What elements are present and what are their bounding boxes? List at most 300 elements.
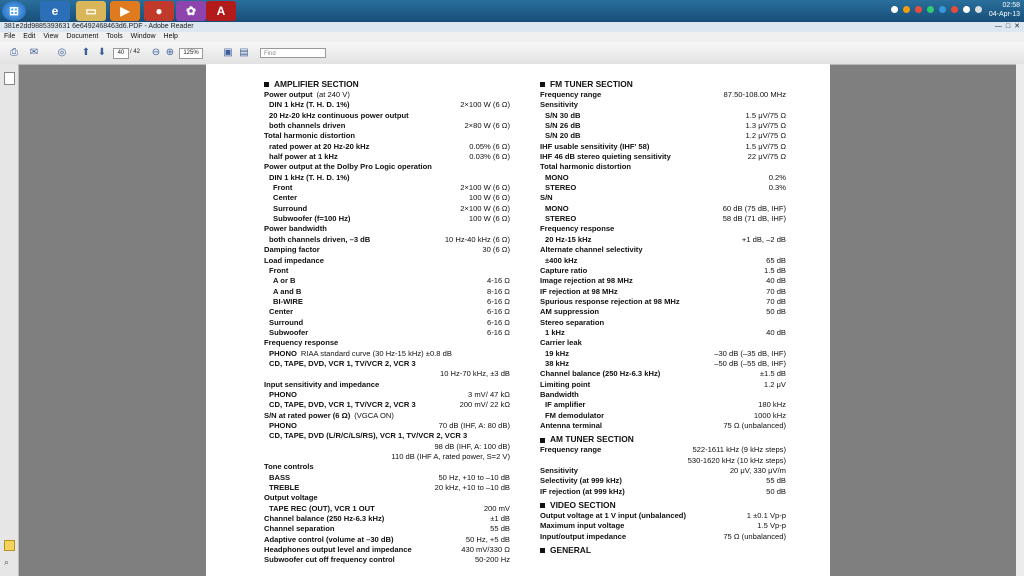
spec-label-text: Front xyxy=(273,183,293,193)
spec-label xyxy=(264,380,379,390)
menu-item-view[interactable]: View xyxy=(43,33,59,40)
spec-row xyxy=(540,359,786,369)
spec-value: 1.5 μV/75 Ω xyxy=(745,110,786,120)
spec-row xyxy=(264,390,510,400)
spec-label xyxy=(540,521,624,531)
app-taskbar-icon[interactable]: ● xyxy=(144,1,174,21)
spec-label xyxy=(540,193,553,203)
section-heading xyxy=(540,78,786,90)
spec-row xyxy=(264,483,510,493)
spec-value: 2×80 W (6 Ω) xyxy=(464,121,510,131)
spec-label-text: half power at 1 kHz xyxy=(269,152,338,162)
spec-label-text: Tone controls xyxy=(264,462,314,472)
spec-row xyxy=(264,452,510,462)
spec-label xyxy=(264,318,303,328)
pdf-page xyxy=(206,64,830,576)
next-page-icon[interactable]: ⬇ xyxy=(97,47,107,58)
spec-label xyxy=(540,162,631,172)
spec-row xyxy=(264,462,510,472)
spec-row xyxy=(264,535,510,545)
section-title: AM TUNER SECTION xyxy=(550,434,634,445)
spec-label-text: Headphones output level and impedance xyxy=(264,545,412,555)
spec-label-text: MONO xyxy=(545,203,569,213)
spec-label xyxy=(264,462,314,472)
spec-label-text: S/N xyxy=(540,193,553,203)
spec-label-text: Output voltage xyxy=(264,493,318,503)
print-icon[interactable]: ⎙ xyxy=(10,47,18,58)
spec-row xyxy=(264,555,510,565)
spec-row xyxy=(540,338,786,348)
section-bullet-icon xyxy=(264,82,269,87)
page-number-input[interactable]: 40 xyxy=(113,48,129,59)
window-titlebar xyxy=(0,22,1024,32)
spec-label-text: BI-WIRE xyxy=(273,296,303,306)
spec-label-text: Subwoofer (f=100 Hz) xyxy=(273,214,351,224)
spec-label-text: Selectivity (at 999 kHz) xyxy=(540,476,622,486)
spec-label xyxy=(264,493,318,503)
spec-value: 522-1611 kHz (9 kHz steps) xyxy=(692,445,786,455)
spec-row xyxy=(264,473,510,483)
spec-label-text: Spurious response rejection at 98 MHz xyxy=(540,296,680,306)
spec-row xyxy=(540,193,786,203)
zoom-level-select[interactable]: 125% xyxy=(179,48,203,59)
spec-row xyxy=(540,328,786,338)
spec-row xyxy=(540,224,786,234)
spec-label xyxy=(540,328,565,338)
collaborate-icon[interactable]: ◎ xyxy=(57,47,67,58)
spec-label xyxy=(540,318,604,328)
spec-label-text: IF amplifier xyxy=(545,400,586,410)
menu-item-help[interactable]: Help xyxy=(163,33,178,40)
spec-label xyxy=(264,183,292,193)
spec-label-text: TAPE REC (OUT), VCR 1 OUT xyxy=(269,503,375,513)
spec-label xyxy=(540,400,586,410)
spec-label xyxy=(264,121,345,131)
spec-note: (VGCA ON) xyxy=(354,410,394,420)
page-count: / 42 xyxy=(130,49,141,55)
spec-value: 430 mV/330 Ω xyxy=(461,545,510,555)
spec-row xyxy=(540,411,786,421)
clock-date: 04-Apr-13 xyxy=(988,11,1020,18)
spec-label xyxy=(540,224,614,234)
section-heading xyxy=(540,499,786,511)
toolbar xyxy=(0,42,1024,65)
spec-value: 6-16 Ω xyxy=(487,296,510,306)
section-heading xyxy=(540,544,786,556)
spec-label-text: PHONO xyxy=(269,421,297,430)
spec-label xyxy=(264,245,320,255)
spec-value: 50 Hz, +5 dB xyxy=(465,534,510,544)
spec-value: 100 W (6 Ω) xyxy=(468,193,510,203)
spec-label-text: S/N 20 dB xyxy=(545,131,581,141)
spec-label-text: BASS xyxy=(269,472,291,482)
find-input[interactable]: Find xyxy=(260,48,326,58)
close-button[interactable]: ✕ xyxy=(1014,23,1020,30)
spec-label-text: 38 kHz xyxy=(545,358,570,368)
zoom-in-icon[interactable]: ⊕ xyxy=(165,47,175,58)
spec-label-text: both channels driven, –3 dB xyxy=(269,234,371,244)
spec-row xyxy=(540,90,786,100)
minimize-button[interactable]: — xyxy=(994,23,1002,30)
spec-value: 70 dB xyxy=(766,286,786,296)
adobe-reader-taskbar-icon[interactable]: A xyxy=(206,1,236,21)
spec-value: 8-16 Ω xyxy=(487,286,510,296)
spec-label xyxy=(264,514,384,524)
spec-label xyxy=(540,380,590,390)
spec-label xyxy=(540,369,660,379)
spec-label-text: 1 kHz xyxy=(545,327,565,337)
spec-row xyxy=(540,487,786,497)
spec-value: 200 mV xyxy=(483,503,510,513)
spec-value: 55 dB xyxy=(490,524,510,534)
spec-label xyxy=(264,411,394,421)
spec-value: 3 mV/ 47 kΩ xyxy=(468,389,510,399)
spec-label xyxy=(264,400,416,410)
spec-value: 50-200 Hz xyxy=(474,555,510,565)
folder-taskbar-icon[interactable]: ▭ xyxy=(76,1,106,21)
spec-row xyxy=(264,287,510,297)
spec-row xyxy=(264,369,510,379)
spec-label xyxy=(540,235,591,245)
spec-label-text: Damping factor xyxy=(264,245,320,255)
spec-row xyxy=(264,204,510,214)
spec-value: 1000 kHz xyxy=(753,410,786,420)
spec-label-text: Adaptive control (volume at –30 dB) xyxy=(264,534,394,544)
spec-label xyxy=(540,532,626,542)
spec-label xyxy=(540,466,578,476)
spec-label-text: Front xyxy=(269,265,289,275)
spec-label xyxy=(540,297,680,307)
spec-label xyxy=(264,390,297,400)
tray-icon[interactable] xyxy=(915,6,922,13)
tray-icon[interactable] xyxy=(903,6,910,13)
spec-row xyxy=(540,183,786,193)
spec-value: 1.5 dB xyxy=(764,265,786,275)
spec-row xyxy=(540,390,786,400)
spec-label xyxy=(540,390,579,400)
spec-row xyxy=(264,514,510,524)
spec-row xyxy=(264,276,510,286)
spec-value: 22 μV/75 Ω xyxy=(747,152,786,162)
spec-label-text: Antenna terminal xyxy=(540,421,603,430)
spec-row xyxy=(264,297,510,307)
spec-row xyxy=(540,214,786,224)
menu-item-document[interactable]: Document xyxy=(66,33,99,40)
spec-label xyxy=(264,524,334,534)
fit-page-icon[interactable]: ▣ xyxy=(223,47,233,58)
spec-value: 75 Ω (unbalanced) xyxy=(723,421,786,430)
spec-label xyxy=(540,183,576,193)
tray-icon[interactable] xyxy=(927,6,934,13)
spec-label xyxy=(264,545,412,555)
spec-value: 70 dB xyxy=(766,296,786,306)
spec-label xyxy=(264,90,350,100)
spec-label-text: Image rejection at 98 MHz xyxy=(540,276,633,286)
spec-value: 50 dB xyxy=(766,307,786,317)
network-icon[interactable] xyxy=(963,6,970,13)
menu-item-file[interactable]: File xyxy=(4,33,16,40)
section-bullet-icon xyxy=(540,82,545,87)
spec-value: 20 kHz, +10 to –10 dB xyxy=(434,483,510,493)
spec-row xyxy=(540,162,786,172)
spec-label-text: CD, TAPE, DVD, VCR 1, TV/VCR 2, VCR 3 xyxy=(269,400,416,410)
menu-item-tools[interactable]: Tools xyxy=(106,33,123,40)
spec-label-text: IHF 46 dB stereo quieting sensitivity xyxy=(540,152,671,162)
spec-label xyxy=(264,100,350,110)
spec-label-text: Subwoofer cut off frequency control xyxy=(264,555,395,565)
spec-label xyxy=(264,173,350,183)
section-title: VIDEO SECTION xyxy=(550,500,616,511)
volume-icon[interactable] xyxy=(975,6,982,13)
spec-row xyxy=(264,545,510,555)
spec-note: (at 240 V) xyxy=(316,90,350,99)
spec-label-text: PHONO xyxy=(269,389,297,399)
spec-value: ±1 dB xyxy=(490,514,510,524)
spec-value: 87.50-108.00 MHz xyxy=(723,90,786,99)
spec-label-text: Limiting point xyxy=(540,379,591,389)
spec-label-text: MONO xyxy=(545,172,569,182)
spec-label-text: 20 Hz-20 kHz continuous power output xyxy=(269,110,409,120)
spec-label xyxy=(264,431,467,441)
system-tray xyxy=(891,6,982,13)
spec-label-text: Bandwidth xyxy=(540,389,579,399)
spec-label-text: Power bandwidth xyxy=(264,224,327,234)
spec-row xyxy=(264,400,510,410)
spec-label-text: Carrier leak xyxy=(540,338,582,348)
spec-label-text: A or B xyxy=(273,276,296,286)
media-player-taskbar-icon[interactable]: ▶ xyxy=(110,1,140,21)
spec-label xyxy=(264,297,303,307)
previous-page-icon[interactable]: ⬆ xyxy=(81,47,91,58)
spec-row xyxy=(264,142,510,152)
spec-label-text: Channel balance (250 Hz-6.3 kHz) xyxy=(540,369,661,379)
spec-label-text: IF rejection at 98 MHz xyxy=(540,286,618,296)
spec-label xyxy=(264,555,395,565)
spec-label-text: S/N at rated power (6 Ω) xyxy=(264,410,351,420)
spec-value: 6-16 Ω xyxy=(487,317,510,327)
spec-value: 0.3% xyxy=(768,183,786,193)
spec-row xyxy=(540,111,786,121)
spec-row xyxy=(264,100,510,110)
spec-label xyxy=(540,152,671,162)
spec-label xyxy=(540,111,580,121)
spec-label-text: AM suppression xyxy=(540,307,600,317)
spec-value: 30 (6 Ω) xyxy=(482,245,510,255)
spec-row xyxy=(540,276,786,286)
spec-row xyxy=(264,152,510,162)
spec-value: 40 dB xyxy=(766,327,786,337)
spec-row xyxy=(264,214,510,224)
spec-label xyxy=(264,152,338,162)
spec-value: 65 dB xyxy=(766,255,786,265)
spec-label xyxy=(264,287,301,297)
spec-value: ±1.5 dB xyxy=(759,369,786,379)
start-button[interactable]: ⊞ xyxy=(2,1,26,21)
spec-label-text: Power output at the Dolby Pro Logic operation xyxy=(264,162,432,172)
spec-label xyxy=(264,349,452,359)
spec-row xyxy=(540,445,786,455)
spec-label-text: CD, TAPE, DVD (L/R/C/LS/RS), VCR 1, TV/VCR 2, VCR 3 xyxy=(269,431,468,441)
spec-label-text: CD, TAPE, DVD, VCR 1, TV/VCR 2, VCR 3 xyxy=(269,358,416,368)
spec-row xyxy=(540,204,786,214)
spec-label xyxy=(264,162,432,172)
spec-row xyxy=(264,245,510,255)
spec-row xyxy=(540,100,786,110)
window-title: 381e2dd9885393631 6e6492468463d6.PDF - Adobe Reader xyxy=(4,23,194,30)
spec-value: 1.2 μV/75 Ω xyxy=(745,131,786,141)
spec-value: 55 dB xyxy=(766,476,786,486)
spec-label-text: STEREO xyxy=(545,214,577,224)
share-icon[interactable]: ✉ xyxy=(29,47,39,58)
section-heading xyxy=(264,78,510,90)
spec-label-text: Channel balance (250 Hz-6.3 kHz) xyxy=(264,514,385,524)
spec-row xyxy=(264,224,510,234)
spec-value: 2×100 W (6 Ω) xyxy=(460,183,510,193)
spec-row xyxy=(540,266,786,276)
spec-label xyxy=(540,511,686,521)
spec-row xyxy=(540,235,786,245)
spec-row xyxy=(540,369,786,379)
spec-label-text: Frequency range xyxy=(540,445,602,455)
spec-row xyxy=(540,521,786,531)
spec-label-text: IF rejection (at 999 kHz) xyxy=(540,486,625,496)
spec-label xyxy=(540,359,569,369)
spec-label xyxy=(540,90,601,100)
tray-icon[interactable] xyxy=(939,6,946,13)
spec-label-text: Channel separation xyxy=(264,524,335,534)
spec-label-text: Sensitivity xyxy=(540,100,578,110)
spec-label-text: Frequency range xyxy=(540,90,602,99)
spec-row xyxy=(540,466,786,476)
menu-item-edit[interactable]: Edit xyxy=(23,33,36,40)
comment-icon[interactable] xyxy=(4,540,15,551)
spec-label xyxy=(264,111,409,121)
zoom-out-icon[interactable]: ⊖ xyxy=(151,47,161,58)
spec-label xyxy=(264,235,370,245)
section-title: FM TUNER SECTION xyxy=(550,79,633,89)
spec-label-text: Input sensitivity and impedance xyxy=(264,379,380,389)
spec-value: 0.05% (6 Ω) xyxy=(469,141,510,151)
spec-label-text: Total harmonic distortion xyxy=(264,131,355,141)
spec-row xyxy=(264,266,510,276)
spec-label xyxy=(540,204,569,214)
spec-row xyxy=(264,442,510,452)
spec-note: RIAA standard curve (30 Hz-15 kHz) ±0.8 dB xyxy=(300,348,452,358)
spec-label-text: Frequency response xyxy=(264,338,339,348)
spec-label-text: Load impedance xyxy=(264,255,324,265)
fit-width-icon[interactable]: ▤ xyxy=(239,47,249,58)
spec-label xyxy=(264,473,290,483)
spec-row xyxy=(540,400,786,410)
spec-label-text: FM demodulator xyxy=(545,410,605,420)
spec-label xyxy=(264,535,394,545)
spec-label-text: DIN 1 kHz (T. H. D. 1%) xyxy=(269,100,350,110)
spec-label xyxy=(264,338,338,348)
navigation-pane xyxy=(0,64,19,576)
spec-row xyxy=(540,349,786,359)
spec-row xyxy=(264,349,510,359)
spec-label xyxy=(264,276,296,286)
spec-label xyxy=(540,338,582,348)
spec-label xyxy=(264,328,308,338)
app2-taskbar-icon[interactable]: ✿ xyxy=(176,1,206,21)
spec-label-text: DIN 1 kHz (T. H. D. 1%) xyxy=(269,172,350,182)
spec-value: 4-16 Ω xyxy=(487,276,510,286)
spec-value: 180 kHz xyxy=(758,400,786,410)
spec-row xyxy=(540,297,786,307)
section-title: GENERAL xyxy=(550,545,591,556)
tray-icon[interactable] xyxy=(891,6,898,13)
spec-row xyxy=(264,235,510,245)
spec-label-text: 20 Hz-15 kHz xyxy=(545,234,592,244)
spec-label xyxy=(540,487,625,497)
spec-value: 1.3 μV/75 Ω xyxy=(745,121,786,131)
menu-item-window[interactable]: Window xyxy=(130,33,156,40)
spec-label-text: Center xyxy=(269,307,294,317)
spec-label-text: Capture ratio xyxy=(540,265,588,275)
spec-value: 98 dB (IHF, A: 100 dB) xyxy=(434,441,510,451)
spec-label xyxy=(264,266,288,276)
spec-label-text: both channels driven xyxy=(269,121,346,131)
spec-label-text: Output voltage at 1 V input (unbalanced) xyxy=(540,511,686,521)
spec-label xyxy=(264,204,307,214)
spec-label-text: Input/output impedance xyxy=(540,531,627,541)
spec-row xyxy=(264,256,510,266)
spec-label xyxy=(540,256,577,266)
spec-row xyxy=(264,193,510,203)
maximize-button[interactable]: □ xyxy=(1005,23,1011,30)
tray-icon[interactable] xyxy=(951,6,958,13)
spec-label xyxy=(264,131,355,141)
spec-row xyxy=(264,431,510,441)
spec-value: 1.2 μV xyxy=(763,379,786,389)
spec-row xyxy=(540,532,786,542)
spec-value: 1.5 μV/75 Ω xyxy=(745,141,786,151)
spec-label-text: Surround xyxy=(269,317,304,327)
scrollbar[interactable] xyxy=(1016,64,1024,576)
spec-label xyxy=(540,245,643,255)
pages-panel-icon[interactable] xyxy=(4,72,15,85)
spec-row xyxy=(264,359,510,369)
attachment-icon[interactable]: ⌕ xyxy=(4,557,10,567)
spec-label xyxy=(540,131,580,141)
spec-label xyxy=(540,445,601,455)
spec-label xyxy=(540,100,578,110)
spec-value: 50 dB xyxy=(766,486,786,496)
spec-row xyxy=(540,131,786,141)
spec-row xyxy=(264,524,510,534)
spec-label xyxy=(540,476,622,486)
spec-label-text: TREBLE xyxy=(269,483,300,493)
section-bullet-icon xyxy=(540,503,545,508)
spec-label-text: Subwoofer xyxy=(269,327,309,337)
spec-row xyxy=(264,328,510,338)
spec-row xyxy=(540,318,786,328)
spec-value: –50 dB (–55 dB, IHF) xyxy=(714,358,786,368)
spec-row xyxy=(264,121,510,131)
spec-row xyxy=(264,318,510,328)
spec-label-text: Total harmonic distortion xyxy=(540,162,631,172)
spec-label-text: Stereo separation xyxy=(540,317,605,327)
ie-taskbar-icon[interactable]: e xyxy=(40,1,70,21)
spec-row xyxy=(264,111,510,121)
spec-value: 100 W (6 Ω) xyxy=(468,214,510,224)
clock[interactable] xyxy=(989,1,1020,19)
spec-row xyxy=(264,380,510,390)
spec-value: 60 dB (75 dB, IHF) xyxy=(722,203,786,213)
section-bullet-icon xyxy=(540,438,545,443)
spec-label xyxy=(264,504,375,514)
